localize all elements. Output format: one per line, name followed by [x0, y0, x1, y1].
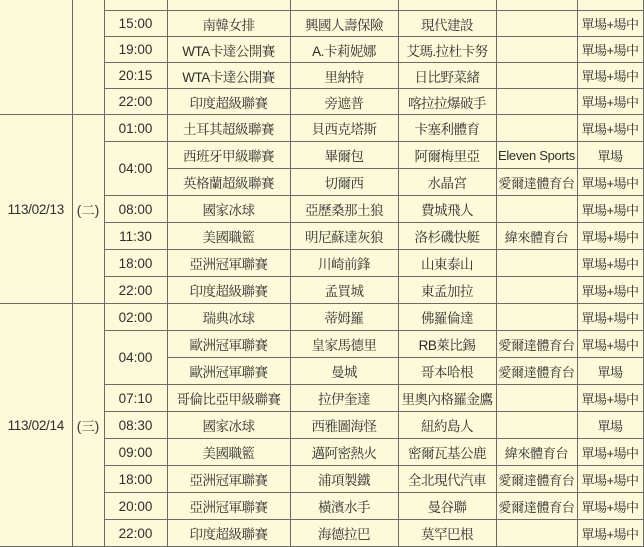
channel-cell [496, 196, 577, 223]
channel-cell [496, 412, 577, 439]
bet-type-cell: 單場+場中 [577, 493, 643, 520]
league-cell: 歐洲冠軍聯賽 [167, 358, 290, 385]
clipped-cell [398, 0, 496, 11]
league-cell: 亞洲冠軍聯賽 [167, 250, 290, 277]
time-cell: 22:00 [104, 520, 167, 547]
clipped-cell [104, 0, 167, 11]
league-cell: 美國職籃 [167, 439, 290, 466]
date-cell [0, 0, 72, 115]
channel-cell [496, 250, 577, 277]
bet-type-cell: 單場+場中 [577, 169, 643, 196]
away-team-cell: 曼谷聯 [398, 493, 496, 520]
away-team-cell: 洛杉磯快艇 [398, 223, 496, 250]
bet-type-cell: 單場+場中 [577, 520, 643, 547]
channel-cell [496, 37, 577, 63]
clipped-cell [290, 0, 398, 11]
table-row [0, 115, 643, 142]
away-team-cell: 莫罕巴根 [398, 520, 496, 547]
away-team-cell: 費城飛人 [398, 196, 496, 223]
channel-cell: 愛爾達體育台 [496, 169, 577, 196]
home-team-cell: 拉伊奎達 [290, 385, 398, 412]
league-cell: 亞洲冠軍聯賽 [167, 466, 290, 493]
home-team-cell: 川崎前鋒 [290, 250, 398, 277]
home-team-cell: 浦項製鐵 [290, 466, 398, 493]
time-cell: 19:00 [104, 37, 167, 63]
home-team-cell: 皇家馬德里 [290, 331, 398, 358]
home-team-cell: 貝西克塔斯 [290, 115, 398, 142]
away-team-cell: 艾瑪.拉杜卡努 [398, 37, 496, 63]
home-team-cell: 切爾西 [290, 169, 398, 196]
league-cell: 國家冰球 [167, 412, 290, 439]
bet-type-cell: 單場+場中 [577, 63, 643, 89]
time-cell: 22:00 [104, 89, 167, 115]
date-cell: 113/02/14 [0, 304, 72, 547]
time-cell: 01:00 [104, 115, 167, 142]
away-team-cell: 現代建設 [398, 11, 496, 37]
time-cell: 11:30 [104, 223, 167, 250]
away-team-cell: 東孟加拉 [398, 277, 496, 304]
home-team-cell: 曼城 [290, 358, 398, 385]
home-team-cell: 亞歷桑那土狼 [290, 196, 398, 223]
time-cell: 08:00 [104, 196, 167, 223]
home-team-cell: 畢爾包 [290, 142, 398, 169]
channel-cell: 緯來體育台 [496, 223, 577, 250]
weekday-cell: (三) [72, 304, 104, 547]
away-team-cell: 山東泰山 [398, 250, 496, 277]
clipped-cell [577, 0, 643, 11]
table-row [0, 304, 643, 331]
time-cell: 07:10 [104, 385, 167, 412]
bet-type-cell: 單場+場中 [577, 385, 643, 412]
away-team-cell: 紐約島人 [398, 412, 496, 439]
channel-cell: 愛爾達體育台 [496, 358, 577, 385]
home-team-cell: 橫濱水手 [290, 493, 398, 520]
time-cell: 22:00 [104, 277, 167, 304]
bet-type-cell: 單場 [577, 412, 643, 439]
bet-type-cell: 單場 [577, 358, 643, 385]
bet-type-cell: 單場+場中 [577, 223, 643, 250]
bet-type-cell: 單場+場中 [577, 250, 643, 277]
away-team-cell: 全北現代汽車 [398, 466, 496, 493]
league-cell: 哥倫比亞甲級聯賽 [167, 385, 290, 412]
home-team-cell: 明尼蘇達灰狼 [290, 223, 398, 250]
channel-cell [496, 385, 577, 412]
bet-type-cell: 單場+場中 [577, 277, 643, 304]
clipped-cell [167, 0, 290, 11]
league-cell: 西班牙甲級聯賽 [167, 142, 290, 169]
away-team-cell: 日比野菜緒 [398, 63, 496, 89]
time-cell: 20:00 [104, 493, 167, 520]
home-team-cell: 邁阿密熱火 [290, 439, 398, 466]
league-cell: 歐洲冠軍聯賽 [167, 331, 290, 358]
channel-cell [496, 277, 577, 304]
channel-cell [496, 115, 577, 142]
home-team-cell: A.卡莉妮娜 [290, 37, 398, 63]
channel-cell: 愛爾達體育台 [496, 331, 577, 358]
weekday-cell: (二) [72, 115, 104, 304]
clipped-cell [496, 0, 577, 11]
league-cell: 國家冰球 [167, 196, 290, 223]
channel-cell: 愛爾達體育台 [496, 466, 577, 493]
time-cell: 20:15 [104, 63, 167, 89]
league-cell: 印度超級聯賽 [167, 89, 290, 115]
bet-type-cell: 單場+場中 [577, 196, 643, 223]
away-team-cell: 里奧內格羅金鷹 [398, 385, 496, 412]
home-team-cell: 孟買城 [290, 277, 398, 304]
league-cell: 土耳其超級聯賽 [167, 115, 290, 142]
home-team-cell: 蒂姆羅 [290, 304, 398, 331]
bet-type-cell: 單場 [577, 142, 643, 169]
time-cell: 04:00 [104, 142, 167, 196]
bet-type-cell: 單場+場中 [577, 37, 643, 63]
league-cell: 瑞典冰球 [167, 304, 290, 331]
league-cell: WTA卡達公開賽 [167, 63, 290, 89]
channel-cell: 愛爾達體育台 [496, 493, 577, 520]
away-team-cell: 哥本哈根 [398, 358, 496, 385]
channel-cell [496, 11, 577, 37]
channel-cell: Eleven Sports [496, 142, 577, 169]
time-cell: 18:00 [104, 466, 167, 493]
away-team-cell: RB萊比錫 [398, 331, 496, 358]
time-cell: 09:00 [104, 439, 167, 466]
away-team-cell: 佛羅倫達 [398, 304, 496, 331]
league-cell: 印度超級聯賽 [167, 520, 290, 547]
league-cell: 南韓女排 [167, 11, 290, 37]
channel-cell [496, 89, 577, 115]
time-cell: 15:00 [104, 11, 167, 37]
league-cell: WTA卡達公開賽 [167, 37, 290, 63]
home-team-cell: 旁遮普 [290, 89, 398, 115]
weekday-cell [72, 0, 104, 115]
bet-type-cell: 單場+場中 [577, 11, 643, 37]
bet-type-cell: 單場+場中 [577, 115, 643, 142]
time-cell: 02:00 [104, 304, 167, 331]
bet-type-cell: 單場+場中 [577, 89, 643, 115]
bet-type-cell: 單場+場中 [577, 466, 643, 493]
away-team-cell: 阿爾梅里亞 [398, 142, 496, 169]
bet-type-cell: 單場+場中 [577, 331, 643, 358]
league-cell: 亞洲冠軍聯賽 [167, 493, 290, 520]
bet-type-cell: 單場+場中 [577, 439, 643, 466]
channel-cell: 緯來體育台 [496, 439, 577, 466]
bet-type-cell: 單場+場中 [577, 304, 643, 331]
channel-cell [496, 63, 577, 89]
league-cell: 印度超級聯賽 [167, 277, 290, 304]
clipped-row [0, 0, 643, 11]
league-cell: 英格蘭超級聯賽 [167, 169, 290, 196]
home-team-cell: 興國人壽保險 [290, 11, 398, 37]
home-team-cell: 里納特 [290, 63, 398, 89]
time-cell: 08:30 [104, 412, 167, 439]
channel-cell [496, 520, 577, 547]
time-cell: 04:00 [104, 331, 167, 385]
home-team-cell: 海德拉巴 [290, 520, 398, 547]
away-team-cell: 水晶宮 [398, 169, 496, 196]
date-cell: 113/02/13 [0, 115, 72, 304]
channel-cell [496, 304, 577, 331]
home-team-cell: 西雅圖海怪 [290, 412, 398, 439]
away-team-cell: 喀拉拉爆破手 [398, 89, 496, 115]
time-cell: 18:00 [104, 250, 167, 277]
away-team-cell: 密爾瓦基公鹿 [398, 439, 496, 466]
away-team-cell: 卡塞利體育 [398, 115, 496, 142]
league-cell: 美國職籃 [167, 223, 290, 250]
